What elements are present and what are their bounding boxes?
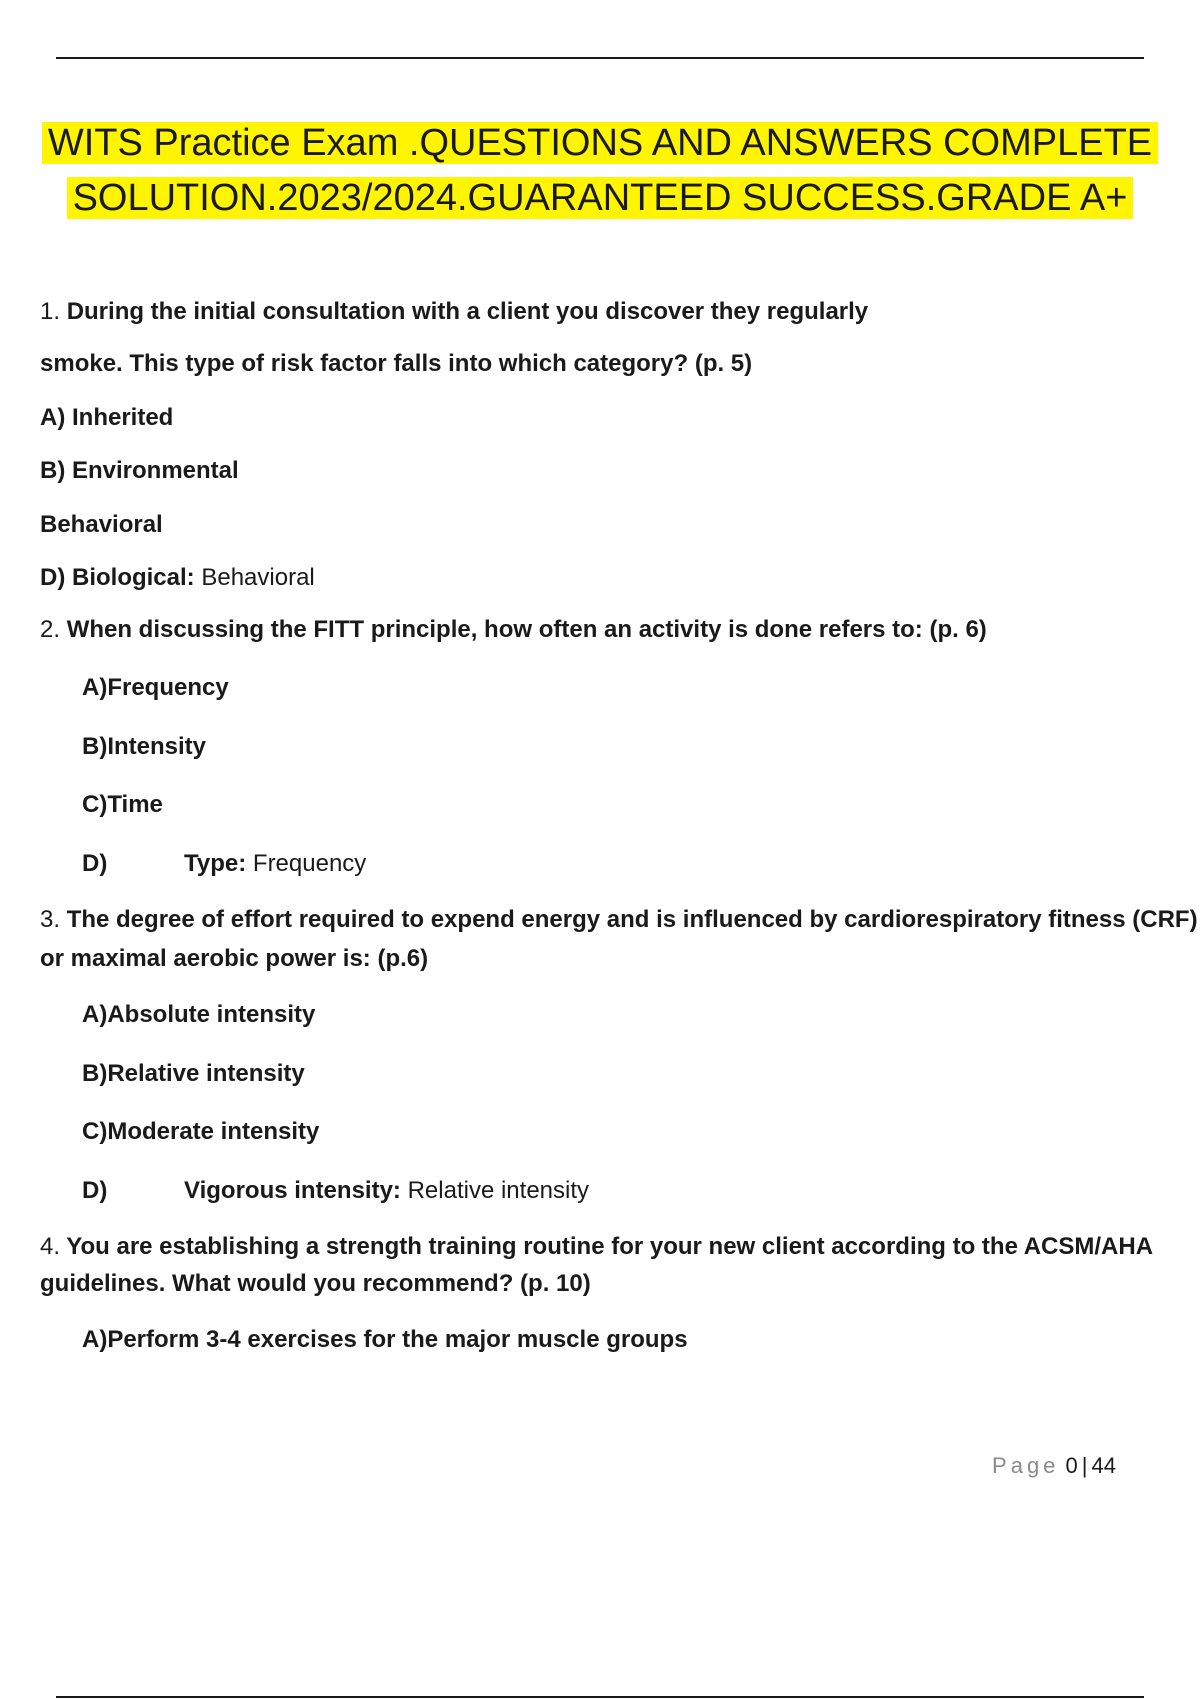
question-4-number: 4. (40, 1233, 61, 1260)
question-1-option-c: Behavioral (40, 511, 163, 538)
question-4-text-1: You are establishing a strength training routine for your new client according to the ACSM/AHA (66, 1233, 1154, 1260)
question-3-option-d (82, 1177, 589, 1205)
page-number: 0 (1065, 1453, 1078, 1478)
question-3-number: 3. (40, 906, 61, 933)
top-rule (56, 57, 1144, 59)
question-3-line-1 (40, 906, 1198, 934)
question-1-text-2: smoke. This type of risk factor falls into which category? (p. 5) (40, 350, 753, 377)
question-2-number: 2. (40, 616, 61, 643)
question-2-answer: Frequency (252, 850, 367, 877)
question-2-option-c: C)Time (82, 791, 163, 818)
question-2-option-b: B)Intensity (82, 733, 207, 760)
question-3-option-c: C)Moderate intensity (82, 1118, 320, 1145)
question-1-answer: Behavioral (201, 564, 315, 591)
page-separator: | (1081, 1453, 1088, 1478)
document-title (0, 116, 1200, 226)
question-2-option-d-text: Type: (184, 850, 247, 877)
question-2-text: When discussing the FITT principle, how often an activity is done refers to: (p. 6) (66, 616, 987, 643)
title-line-2: SOLUTION.2023/2024.GUARANTEED SUCCESS.GRADE A+ (67, 177, 1134, 219)
question-1-text-1: During the initial consultation with a client you discover they regularly (66, 298, 869, 325)
question-2-option-d-label: D) (82, 850, 108, 877)
question-3-option-d-text: Vigorous intensity: (184, 1177, 401, 1204)
question-1-number: 1. (40, 298, 61, 325)
question-4-text-2: guidelines. What would you recommend? (p. 10) (40, 1270, 591, 1297)
question-3-option-b: B)Relative intensity (82, 1060, 305, 1087)
question-3-option-d-label: D) (82, 1177, 108, 1204)
title-line-1: WITS Practice Exam .QUESTIONS AND ANSWERS COMPLETE (42, 122, 1158, 164)
question-1-option-b: B) Environmental (40, 457, 239, 484)
question-2-line (40, 616, 987, 644)
question-3-answer: Relative intensity (407, 1177, 590, 1204)
question-3-text-2: or maximal aerobic power is: (p.6) (40, 945, 429, 972)
question-4-option-a: A)Perform 3-4 exercises for the major muscle groups (82, 1326, 688, 1353)
question-1-option-d (40, 564, 315, 592)
question-1-line-1 (40, 298, 868, 326)
page-label: Page (992, 1453, 1060, 1478)
question-2-option-a: A)Frequency (82, 674, 229, 701)
question-3-option-a: A)Absolute intensity (82, 1001, 316, 1028)
total-pages: 44 (1091, 1453, 1116, 1478)
page-footer (992, 1453, 1116, 1479)
bottom-rule (56, 1696, 1144, 1698)
question-3-text-1: The degree of effort required to expend energy and is influenced by cardiorespiratory fitness (CRF) (66, 906, 1198, 933)
question-2-option-d (82, 850, 366, 878)
question-1-option-a: A) Inherited (40, 404, 174, 431)
question-1-option-d-label: D) Biological: (40, 564, 195, 591)
question-4-line-1 (40, 1233, 1153, 1261)
